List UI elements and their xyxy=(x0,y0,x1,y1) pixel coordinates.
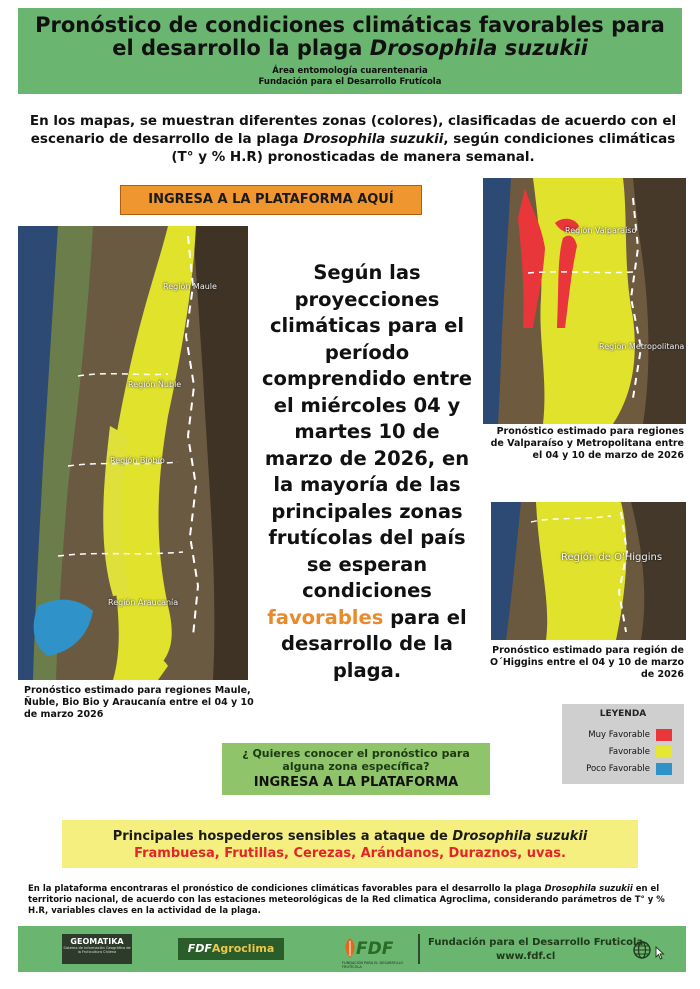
legend-label: Muy Favorable xyxy=(588,730,650,740)
title-species: Drosophila suzukii xyxy=(369,36,588,60)
fdf-logo[interactable] xyxy=(342,933,412,967)
footnote-text-2: en el territorio nacional, de acuerdo con las estaciones meteorológicas de la Red climatica Agroclima, considerando parámetros de T° y % H.R, variables claves en la actividad de la plaga. xyxy=(28,884,665,916)
caption-top-right-map: Pronóstico estimado para regiones de Valparaíso y Metropolitana entre el 04 y 10 de marzo de 2026 xyxy=(490,426,684,461)
legend-swatch-blue xyxy=(656,763,672,775)
pointer-cursor-icon xyxy=(654,946,666,960)
map-ohiggins-graphic xyxy=(491,502,686,640)
legend-item-favorable xyxy=(562,746,684,760)
legend-item-poco-favorable xyxy=(562,763,684,777)
legend-label: Favorable xyxy=(608,747,650,757)
org-name: Fundación para el Desarrollo Fruticola xyxy=(428,937,644,948)
fdf-agroclima-logo[interactable] xyxy=(178,938,284,960)
map-label-metropolitana: Región Metropolitana xyxy=(599,342,685,351)
hosts-title xyxy=(62,829,638,844)
subtitle-foundation: Fundación para el Desarrollo Frutícola xyxy=(258,77,442,87)
legend-swatch-yellow xyxy=(656,746,672,758)
cta-question: ¿ Quieres conocer el pronóstico para alguna zona específica? xyxy=(242,747,470,773)
specific-zone-cta[interactable] xyxy=(222,743,490,795)
map-label-nuble: Región Ñuble xyxy=(128,380,182,389)
intro-paragraph xyxy=(28,112,678,166)
subtitle-area: Área entomología cuarentenaria xyxy=(272,66,428,76)
geomatika-name: GEOMATIKA xyxy=(70,937,124,946)
map-ohiggins xyxy=(491,502,686,640)
forecast-highlight: favorables xyxy=(267,605,384,629)
fdf-agroclima-prefix: FDF xyxy=(187,942,212,955)
map-valparaiso-metropolitana xyxy=(483,178,686,424)
page-title xyxy=(18,14,682,60)
map-maule-araucania xyxy=(18,226,248,680)
agroclima-word: Agroclima xyxy=(211,942,275,955)
geomatika-subtitle: Sistema de Información Geográfica de la Fruticultura Chilena xyxy=(63,946,131,954)
map-label-maule: Región Maule xyxy=(163,282,217,291)
title-line-1: Pronóstico de condiciones climáticas favorables para xyxy=(35,13,665,37)
fdf-logo-tagline: FUNDACIÓN PARA EL DESARROLLO FRUTÍCOLA xyxy=(342,961,404,969)
map-label-valparaiso: Región Valparaíso xyxy=(565,226,637,235)
legend xyxy=(562,704,684,784)
intro-species: Drosophila suzukii xyxy=(303,131,444,147)
legend-title: LEYENDA xyxy=(599,709,647,719)
hosts-box xyxy=(62,820,638,868)
forecast-text: Según las proyecciones climáticas para el período comprendido entre el miércoles 04 y martes 10 de marzo de 2026, en la mayoría de las principales zonas frutícolas del país se esperan condiciones xyxy=(261,261,472,602)
caption-ohiggins-map: Pronóstico estimado para región de O´Higgins entre el 04 y 10 de marzo de 2026 xyxy=(490,645,684,680)
forecast-summary xyxy=(258,260,476,684)
footnote-species: Drosophila suzukii xyxy=(544,884,633,894)
platform-link-button[interactable]: INGRESA A LA PLATAFORMA AQUÍ xyxy=(120,185,422,215)
legend-swatch-red xyxy=(656,729,672,741)
cta-platform-link[interactable]: INGRESA A LA PLATAFORMA xyxy=(253,775,459,790)
org-website-link[interactable]: www.fdf.cl xyxy=(496,951,556,962)
intro-text-1: En los mapas, se muestran diferentes zonas (colores), clasificadas de acuerdo con el escenario de desarrollo de la plaga xyxy=(29,113,677,147)
forecast-text-end: para el desarrollo de la plaga. xyxy=(281,605,467,682)
intro-text-2: , según condiciones climáticas (T° y % H.R) pronosticadas de manera semanal. xyxy=(171,131,676,165)
footer-banner xyxy=(18,926,686,972)
hosts-species: Drosophila suzukii xyxy=(452,829,588,844)
header-banner xyxy=(18,8,682,94)
fdf-logo-text: FDF xyxy=(356,939,394,959)
map-tr-graphic xyxy=(483,178,686,424)
footnote xyxy=(28,884,678,917)
title-line-2: el desarrollo la plaga xyxy=(112,36,370,60)
legend-label: Poco Favorable xyxy=(586,764,650,774)
map-label-ohiggins: Región de O'Higgins xyxy=(561,552,663,563)
geomatika-logo[interactable] xyxy=(62,934,132,964)
globe-icon[interactable] xyxy=(632,940,652,960)
map-label-biobio: Región Biobío xyxy=(110,456,165,465)
map-left-graphic xyxy=(18,226,248,680)
map-label-araucania: Región Araucanía xyxy=(108,598,179,607)
footnote-text-1: En la plataforma encontraras el pronóstico de condiciones climáticas favorables para el desarrollo la plaga xyxy=(28,884,545,894)
hosts-title-text: Principales hospederos sensibles a ataque de xyxy=(112,829,453,844)
footer-divider xyxy=(418,934,420,964)
caption-left-map: Pronóstico estimado para regiones Maule, Ñuble, Bio Bio y Araucanía entre el 04 y 10 de marzo 2026 xyxy=(24,685,254,720)
legend-item-muy-favorable xyxy=(562,729,684,743)
hosts-list: Frambuesa, Frutillas, Cerezas, Arándanos, Duraznos, uvas. xyxy=(134,846,566,861)
